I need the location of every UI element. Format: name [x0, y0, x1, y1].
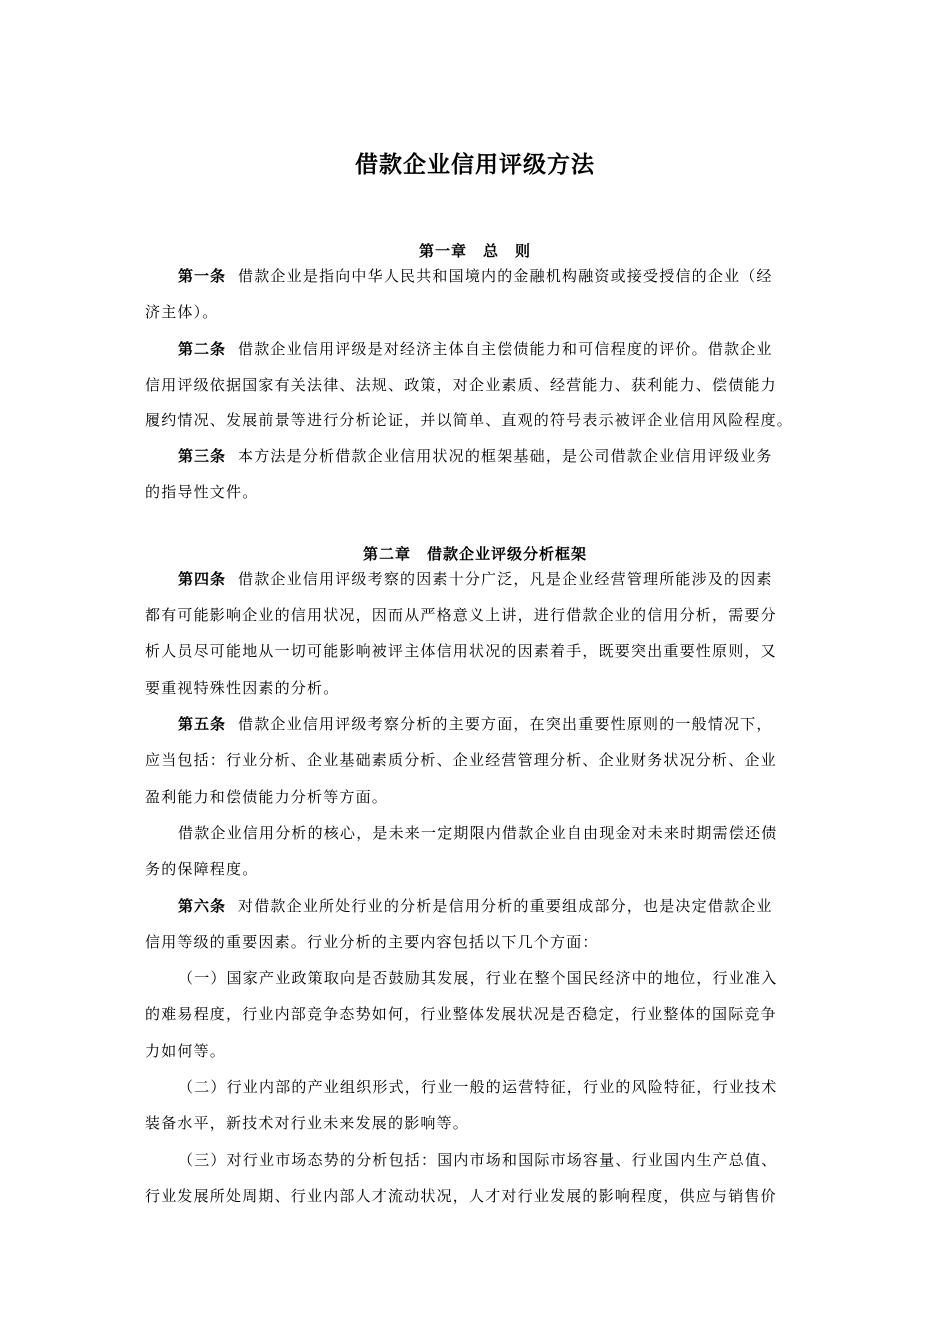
item-3-line-2: 行业发展所处周期、行业内部人才流动状况，人才对行业发展的影响程度，供应与销售价	[145, 1187, 777, 1205]
article-text: 本方法是分析借款企业信用状况的框架基础，是公司借款企业信用评级业务	[238, 447, 773, 465]
document-title: 借款企业信用评级方法	[355, 152, 595, 178]
article-label: 第三条	[178, 447, 227, 465]
article-5-line-2: 应当包括：行业分析、企业基础素质分析、企业经营管理分析、企业财务状况分析、企业	[145, 751, 777, 769]
article-1-line-2: 济主体）。	[145, 303, 219, 321]
article-text: 借款企业信用评级是对经济主体自主偿债能力和可信程度的评价。借款企业	[238, 340, 773, 358]
article-4-line-4: 要重视特殊性因素的分析。	[145, 679, 340, 697]
article-4-line-2: 都有可能影响企业的信用状况，因而从严格意义上讲，进行借款企业的信用分析，需要分	[145, 606, 777, 624]
article-text: 借款企业是指向中华人民共和国境内的金融机构融资或接受授信的企业（经	[238, 267, 773, 285]
article-label: 第二条	[178, 340, 227, 358]
item-2-line-2: 装备水平，新技术对行业未来发展的影响等。	[145, 1114, 470, 1132]
article-4-line-1	[178, 564, 805, 594]
article-text: 借款企业信用评级考察的因素十分广泛，凡是企业经营管理所能涉及的因素	[238, 570, 773, 588]
item-1-line-3: 力如何等。	[145, 1042, 227, 1060]
paragraph-line-1: 借款企业信用分析的核心，是未来一定期限内借款企业自由现金对未来时期需偿还债	[178, 824, 778, 842]
article-6-line-1	[178, 891, 805, 921]
item-3-line-1: （三）对行业市场态势的分析包括：国内市场和国际市场容量、行业国内生产总值、	[178, 1151, 778, 1169]
article-2-line-3: 履约情况、发展前景等进行分析论证，并以简单、直观的符号表示被评企业信用风险程度。	[145, 411, 794, 429]
article-text: 借款企业信用评级考察分析的主要方面，在突出重要性原则的一般情况下，	[238, 715, 773, 733]
article-label: 第六条	[178, 897, 227, 915]
article-3-line-1	[178, 441, 805, 471]
chapter-heading-2: 第二章 借款企业评级分析框架	[362, 545, 587, 563]
article-label: 第一条	[178, 267, 227, 285]
article-2-line-2: 信用评级依据国家有关法律、法规、政策，对企业素质、经营能力、获利能力、偿债能力	[145, 376, 777, 394]
item-1-line-1: （一）国家产业政策取向是否鼓励其发展，行业在整个国民经济中的地位，行业准入	[178, 969, 778, 987]
article-2-line-1	[178, 334, 805, 364]
item-1-line-2: 的难易程度，行业内部竞争态势如何，行业整体发展状况是否稳定，行业整体的国际竞争	[145, 1005, 777, 1023]
chapter-heading-1: 第一章 总 则	[418, 242, 531, 260]
article-6-line-2: 信用等级的重要因素。行业分析的主要内容包括以下几个方面：	[145, 933, 599, 951]
item-2-line-1: （二）行业内部的产业组织形式，行业一般的运营特征，行业的风险特征，行业技术	[178, 1078, 778, 1096]
article-5-line-1	[178, 709, 805, 739]
article-1-line-1	[178, 261, 805, 291]
article-text: 对借款企业所处行业的分析是信用分析的重要组成部分，也是决定借款企业	[238, 897, 773, 915]
article-4-line-3: 析人员尽可能地从一切可能影响被评主体信用状况的因素着手，既要突出重要性原则，又	[145, 642, 777, 660]
article-label: 第五条	[178, 715, 227, 733]
article-label: 第四条	[178, 570, 227, 588]
paragraph-line-2: 务的保障程度。	[145, 860, 259, 878]
article-5-line-3: 盈利能力和偿债能力分析等方面。	[145, 788, 389, 806]
article-3-line-2: 的指导性文件。	[145, 483, 259, 501]
